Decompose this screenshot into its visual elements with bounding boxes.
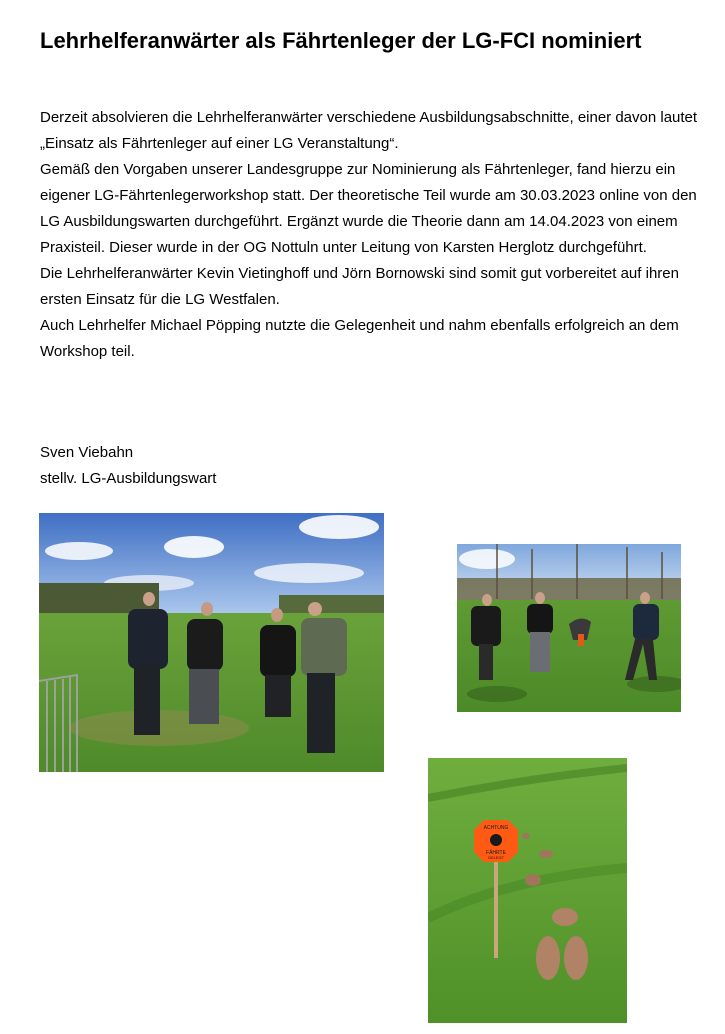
article-title: Lehrhelferanwärter als Fährtenleger der LG-FCI nominiert	[40, 28, 642, 53]
sign-text: GELEGT	[487, 855, 505, 860]
sign-text: FÄHRTE	[486, 850, 506, 856]
signature-name: Sven Viebahn	[40, 444, 134, 461]
paragraph: Die Lehrhelferanwärter Kevin Vietinghoff und Jörn Bornowski sind somit gut vorbereitet auf ihren ersten Einsatz für die LG Westfalen.	[40, 265, 679, 308]
sign-text: ACHTUNG	[483, 825, 509, 831]
article-body	[40, 105, 705, 365]
signature-role: stellv. LG-Ausbildungswart	[40, 470, 217, 487]
paragraph: Derzeit absolvieren die Lehrhelferanwärter verschiedene Ausbildungsabschnitte, einer davon lautet „Einsatz als Fährtenleger auf einer LG Veranstaltung“.	[40, 109, 698, 152]
sign-photo	[428, 758, 627, 1023]
signature	[40, 440, 216, 492]
track-photo	[457, 544, 681, 712]
paragraph: Gemäß den Vorgaben unserer Landesgruppe zur Nominierung als Fährtenleger, fand hierzu ein eigener LG-Fährtenlegerworkshop statt. Der theoretische Teil wurde am 30.03.2023 online von den LG Ausbildungswarten durchgeführt. Ergänzt wurde die Theorie dann am 14.04.2023 von einem Praxisteil. Dieser wurde in der OG Nottuln unter Leitung von Karsten Herglotz durchgeführt.	[40, 161, 697, 256]
paragraph: Auch Lehrhelfer Michael Pöpping nutzte die Gelegenheit und nahm ebenfalls erfolgreich an dem Workshop teil.	[40, 317, 679, 360]
group-photo	[39, 513, 384, 772]
